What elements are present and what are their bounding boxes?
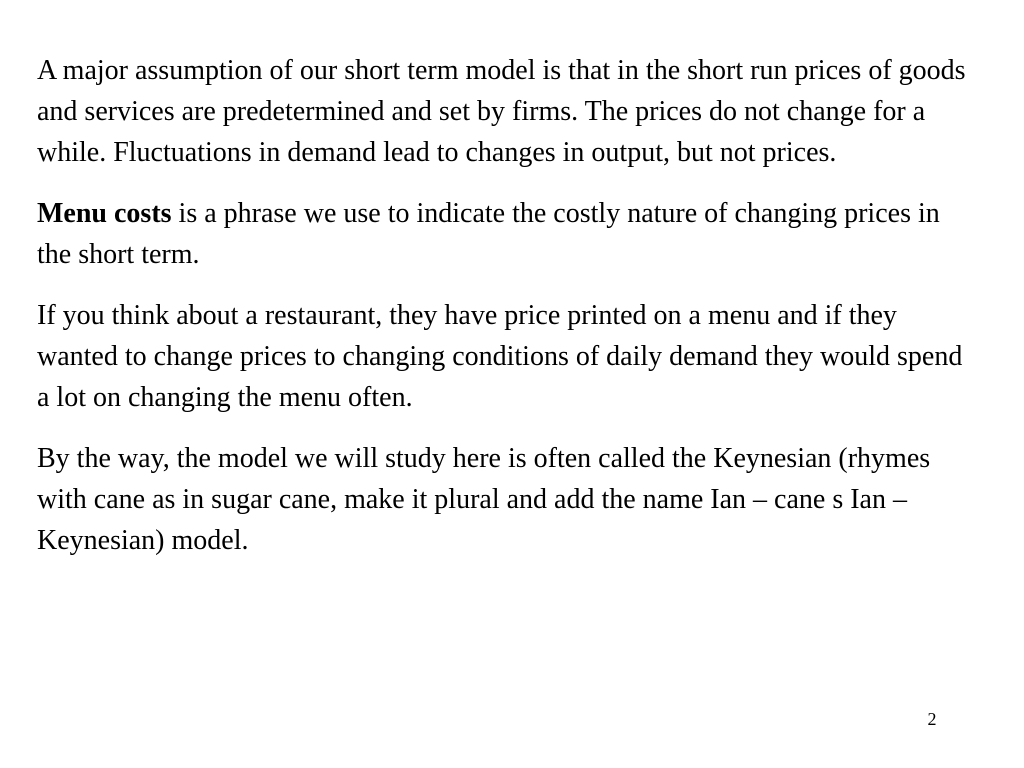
- paragraph-short-run-assumption: [37, 50, 977, 173]
- paragraph-text: A major assumption of our short term model is that in the short run prices of goods and services are predetermined and set by firms. The prices do not change for a while. Fluctuations in demand lead to changes in output, but not prices.: [37, 55, 966, 168]
- paragraph-text: By the way, the model we will study here is often called the Keynesian (rhymes with cane as in sugar cane, make it plural and add the name Ian – cane s Ian – Keynesian) model.: [37, 443, 931, 556]
- menu-costs-term: Menu costs: [37, 198, 172, 229]
- paragraph-text: is a phrase we use to indicate the costly nature of changing prices in the short term.: [37, 198, 940, 270]
- slide-body: [37, 50, 977, 561]
- page-number: 2: [927, 709, 937, 729]
- paragraph-menu-costs: [37, 193, 977, 275]
- paragraph-text: If you think about a restaurant, they have price printed on a menu and if they wanted to change prices to changing conditions of daily demand they would spend a lot on changing the menu often.: [37, 300, 963, 413]
- paragraph-restaurant-example: [37, 295, 977, 418]
- paragraph-keynesian-model: [37, 438, 977, 561]
